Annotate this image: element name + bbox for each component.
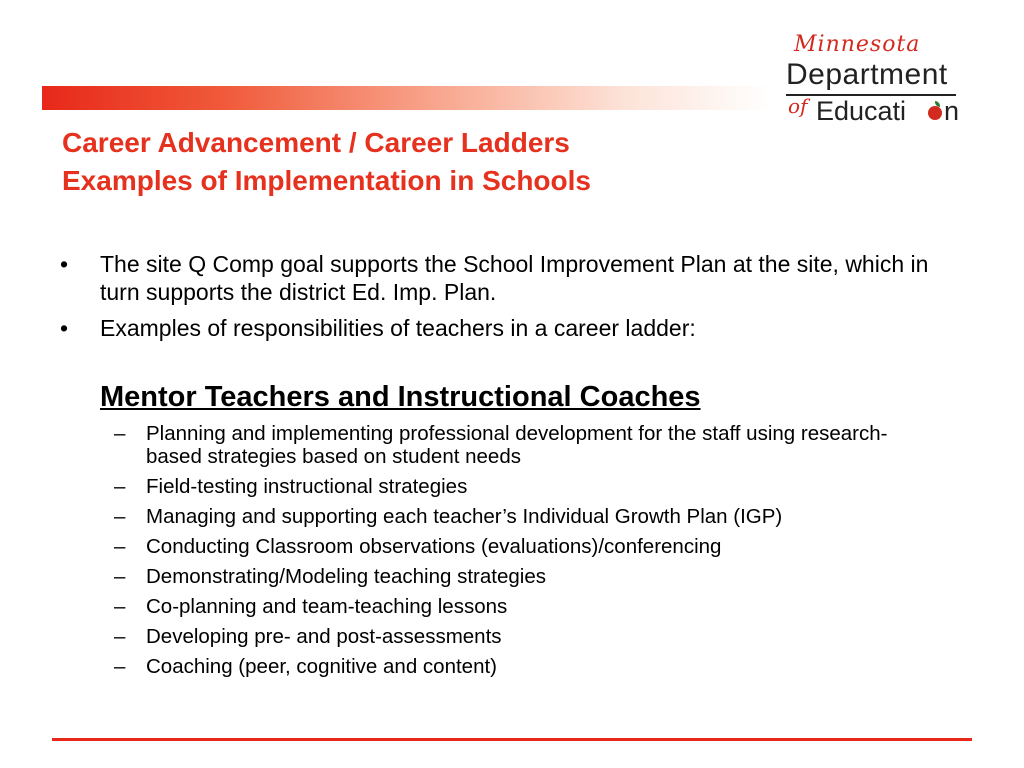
logo-word-education: Educati bbox=[816, 96, 907, 126]
sub-bullet-text: Co-planning and team-teaching lessons bbox=[146, 595, 508, 618]
section-subheading: Mentor Teachers and Instructional Coaches bbox=[100, 381, 701, 413]
apple-icon bbox=[928, 106, 942, 120]
bullet-text: Examples of responsibilities of teachers in a career ladder: bbox=[100, 315, 696, 341]
slide-title-line-2: Examples of Implementation in Schools bbox=[62, 165, 591, 196]
sub-bullet-text: Demonstrating/Modeling teaching strategies bbox=[146, 565, 546, 588]
slide-title bbox=[62, 124, 762, 200]
footer-rule bbox=[52, 738, 972, 741]
sub-bullet-item bbox=[114, 535, 914, 558]
sub-bullet-item bbox=[114, 595, 914, 618]
bullet-item bbox=[58, 314, 938, 342]
logo-word-education-end: n bbox=[944, 96, 960, 126]
bullet-list bbox=[58, 250, 938, 350]
sub-bullet-item bbox=[114, 475, 914, 498]
sub-bullet-item bbox=[114, 422, 914, 468]
sub-bullet-text: Coaching (peer, cognitive and content) bbox=[146, 655, 498, 678]
bullet-text: The site Q Comp goal supports the School Improvement Plan at the site, which in turn supports the district Ed. Imp. Plan. bbox=[100, 251, 929, 305]
sub-bullet-text: Field-testing instructional strategies bbox=[146, 475, 468, 498]
dash-marker: – bbox=[114, 625, 126, 648]
bullet-item bbox=[58, 250, 938, 306]
sub-bullet-text: Developing pre- and post-assessments bbox=[146, 625, 502, 648]
logo-script-of: of bbox=[788, 94, 808, 118]
logo-script-minnesota: Minnesota bbox=[794, 32, 921, 57]
dash-marker: – bbox=[114, 422, 126, 445]
sub-bullet-item bbox=[114, 565, 914, 588]
sub-bullet-text: Planning and implementing professional development for the staff using research-based strategies based on student needs bbox=[146, 422, 888, 468]
sub-bullet-item bbox=[114, 625, 914, 648]
dash-marker: – bbox=[114, 565, 126, 588]
sub-bullet-list bbox=[114, 422, 914, 685]
dash-marker: – bbox=[114, 505, 126, 528]
sub-bullet-item bbox=[114, 655, 914, 678]
sub-bullet-text: Managing and supporting each teacher’s Individual Growth Plan (IGP) bbox=[146, 505, 783, 528]
sub-bullet-item bbox=[114, 505, 914, 528]
dash-marker: – bbox=[114, 655, 126, 678]
dash-marker: – bbox=[114, 535, 126, 558]
dash-marker: – bbox=[114, 595, 126, 618]
bullet-marker: • bbox=[60, 251, 69, 277]
bullet-marker: • bbox=[60, 315, 69, 341]
logo-word-department: Department bbox=[786, 58, 948, 91]
dash-marker: – bbox=[114, 475, 126, 498]
header-gradient-bar bbox=[42, 86, 772, 110]
sub-bullet-text: Conducting Classroom observations (evaluations)/conferencing bbox=[146, 535, 722, 558]
department-logo bbox=[780, 28, 970, 132]
slide-title-line-1: Career Advancement / Career Ladders bbox=[62, 127, 570, 158]
